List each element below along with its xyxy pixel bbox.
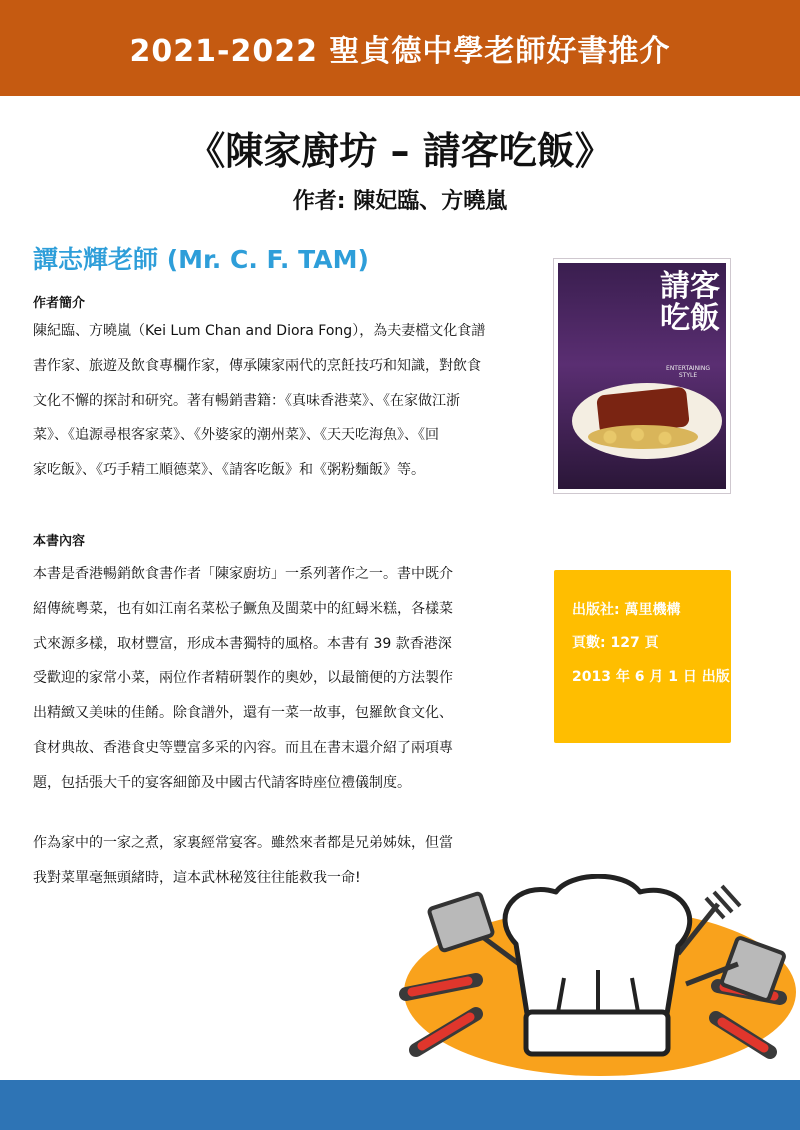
text-line: 紹傳統粵菜，也有如江南名菜松子鱖魚及閩菜中的紅蟳米糕，各樣菜 <box>33 600 453 617</box>
publish-date: 2013 年 6 月 1 日 出版 <box>572 669 730 685</box>
dish-beans <box>588 425 698 449</box>
content-text <box>33 557 453 801</box>
text-line: 文化不懈的探討和研究。著有暢銷書籍：《真味香港菜》、《在家做江浙 <box>33 392 460 409</box>
text-line: 菜》、《追源尋根客家菜》、《外婆家的潮州菜》、《天天吃海魚》、《回 <box>33 427 439 444</box>
text-line: 家吃飯》、《巧手精工順德菜》、《請客吃飯》和《粥粉麵飯》等。 <box>33 462 425 479</box>
footer-bar <box>0 1080 800 1130</box>
book-cover-art <box>558 263 726 489</box>
text-line: 食材典故、香港食史等豐富多采的內容。而且在書末還介紹了兩項專 <box>33 739 453 756</box>
publisher: 出版社: 萬里機構 <box>572 602 681 618</box>
header-title: 2021-2022 聖貞德中學老師好書推介 <box>129 34 671 69</box>
about-author-heading: 作者簡介 <box>33 296 86 311</box>
text-line: 式來源多樣，取材豐富，形成本書獨特的風格。本書有 39 款香港深 <box>33 635 452 652</box>
book-info-box <box>554 570 731 743</box>
page-count: 頁數: 127 頁 <box>572 635 659 651</box>
content-heading: 本書內容 <box>33 534 86 549</box>
text-line: 我對菜單毫無頭緒時，這本武林秘笈往往能救我一命! <box>33 869 361 886</box>
about-author-text <box>33 314 485 488</box>
text-line: 題，包括張大千的宴客細節及中國古代請客時座位禮儀制度。 <box>33 774 411 791</box>
chef-hat <box>505 876 690 1054</box>
chef-hat-clipart <box>388 874 800 1078</box>
header-bar <box>0 0 800 96</box>
text-line: 出精緻又美味的佳餚。除食譜外，還有一菜一故事，包羅飲食文化、 <box>33 705 453 722</box>
text-line: 本書是香港暢銷飲食書作者「陳家廚坊」一系列著作之一。書中既介 <box>33 566 453 582</box>
book-cover-image <box>553 258 731 494</box>
text-line: 陳紀臨、方曉嵐（Kei Lum Chan and Diora Fong），為夫妻檔文化食譜 <box>33 323 486 339</box>
text-line: 書作家、旅遊及飲食專欄作家，傳承陳家兩代的烹飪技巧和知識，對飲食 <box>33 357 481 374</box>
text-line: 受歡迎的家常小菜，兩位作者精研製作的奧妙，以最簡便的方法製作 <box>33 670 453 687</box>
cover-subtitle: ENTERTAINING STYLE <box>666 365 710 379</box>
teacher-name: 譚志輝老師 (Mr. C. F. TAM) <box>33 245 369 274</box>
cover-title: 請客吃飯 <box>660 269 720 336</box>
book-title: 《陳家廚坊 – 請客吃飯》 <box>187 129 613 173</box>
book-author: 作者: 陳妃臨、方曉嵐 <box>292 189 508 214</box>
text-line: 作為家中的一家之煮，家裏經常宴客。雖然來者都是兄弟姊妹，但當 <box>33 835 453 851</box>
